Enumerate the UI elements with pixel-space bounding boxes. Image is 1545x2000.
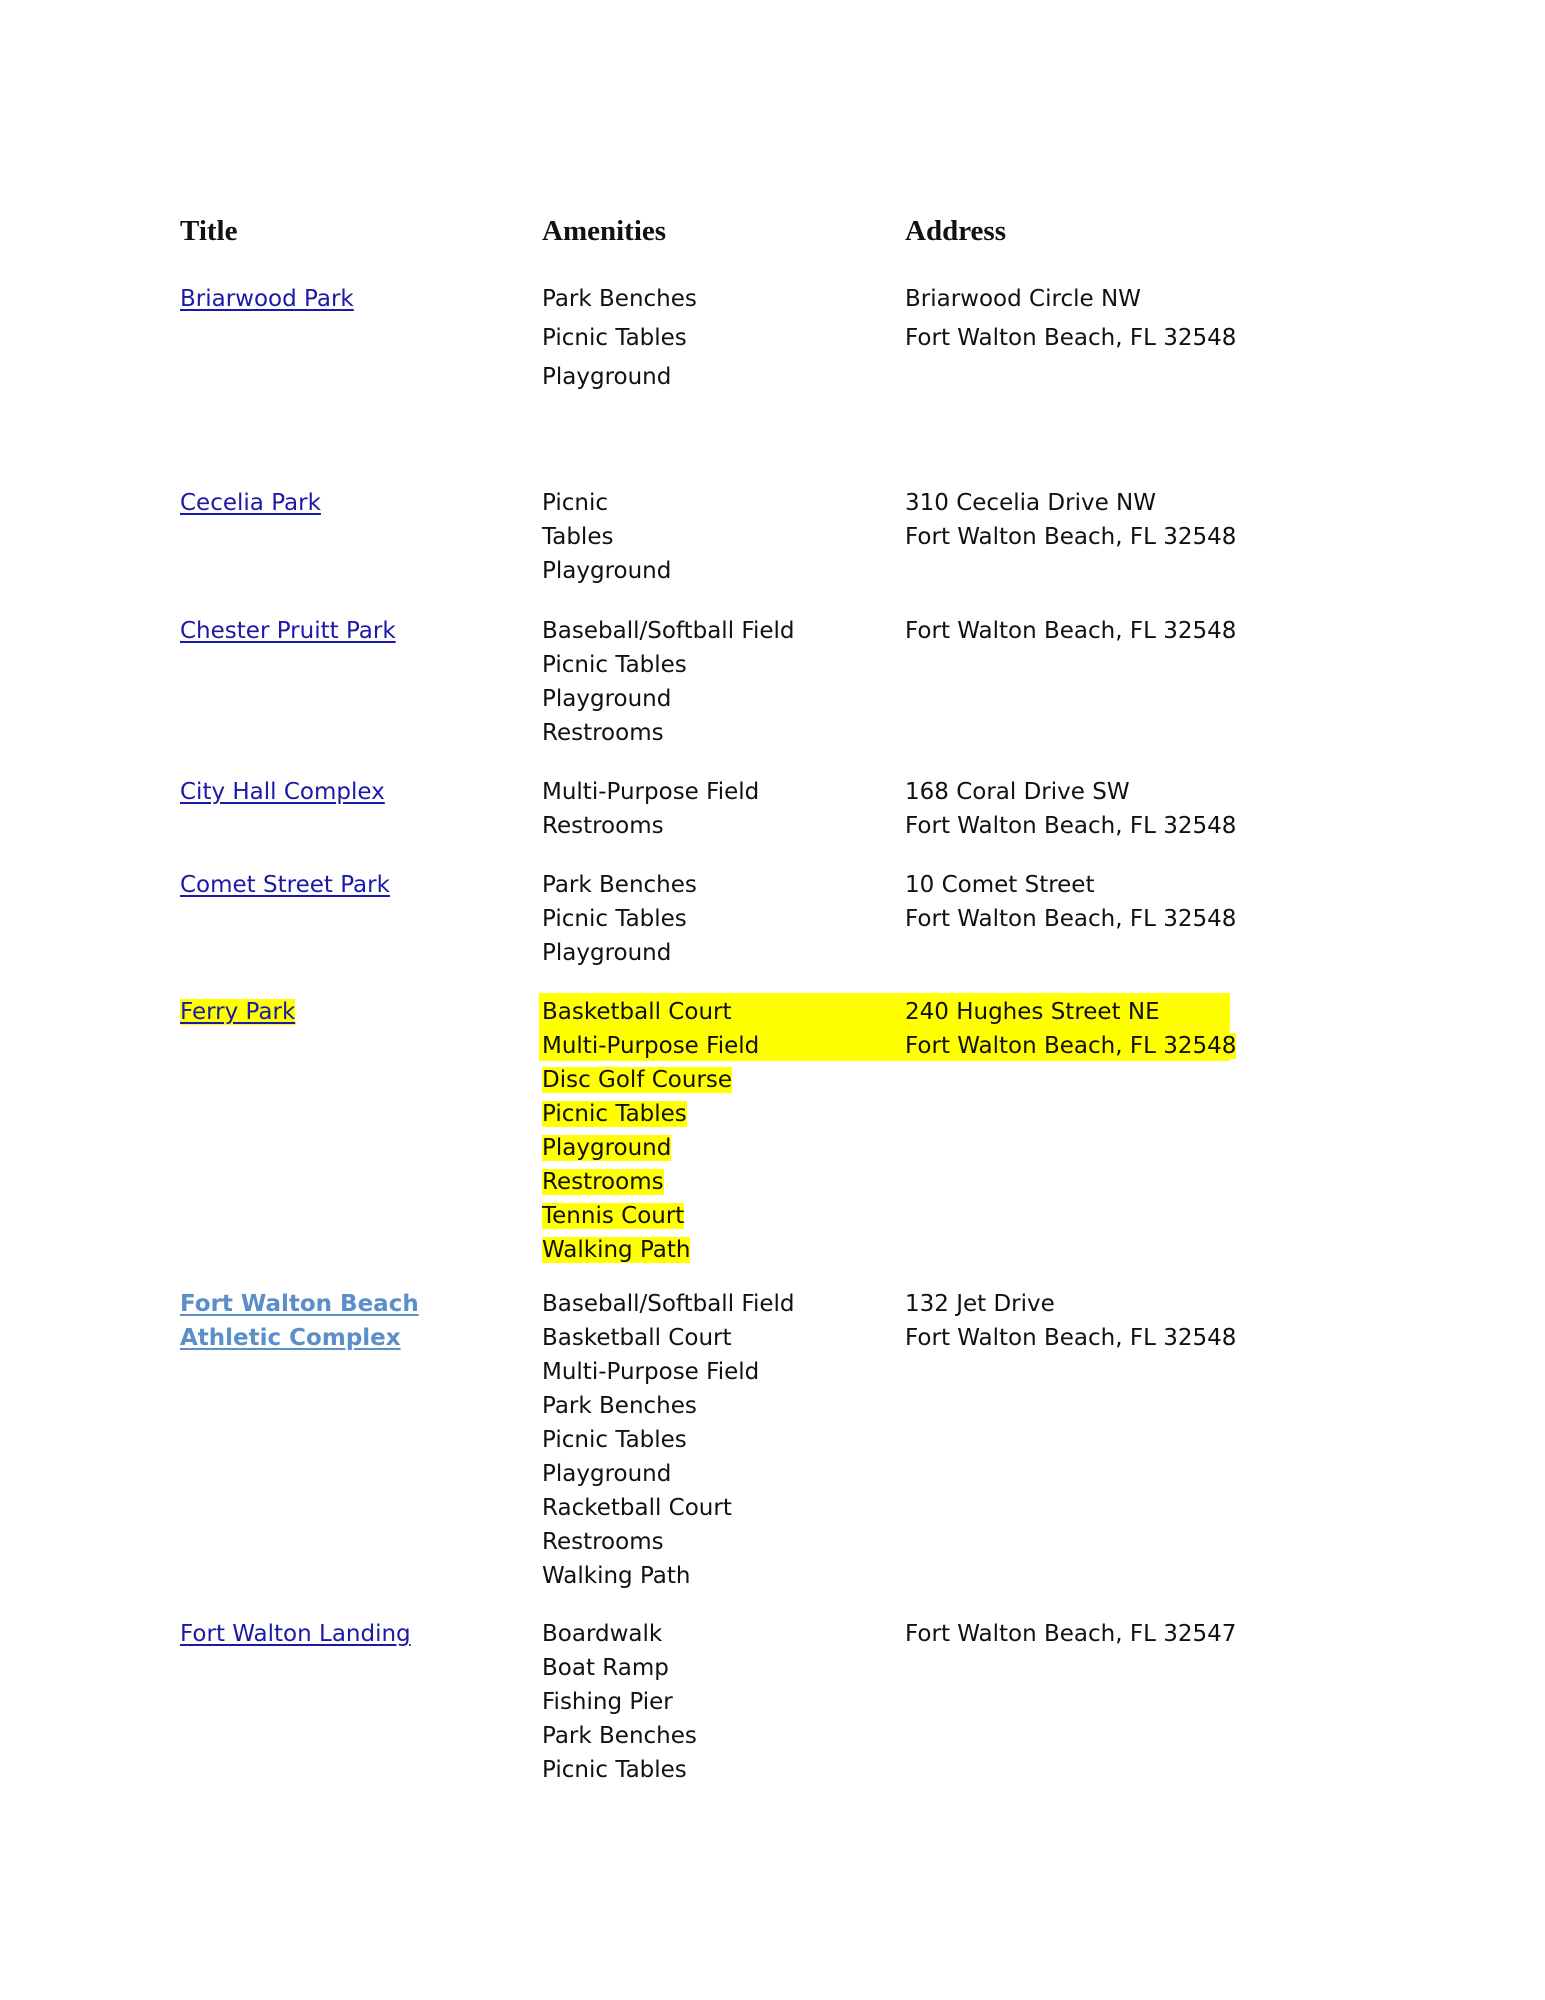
- address-line: Fort Walton Beach, FL 32548: [905, 813, 1237, 839]
- address-line: Briarwood Circle NW: [905, 286, 1141, 312]
- amenity-item: Park Benches: [542, 1723, 697, 1749]
- address-line: 240 Hughes Street NE: [905, 999, 1160, 1025]
- amenities-cell: [542, 1287, 882, 1593]
- address-line: Fort Walton Beach, FL 32548: [905, 524, 1237, 550]
- amenity-item: Multi-Purpose Field: [542, 1359, 760, 1385]
- amenity-item: Baseball/Softball Field: [542, 618, 795, 644]
- amenity-item: Tennis Court: [542, 1203, 685, 1229]
- amenities-cell: [542, 486, 882, 588]
- amenities-cell: [542, 868, 882, 970]
- amenity-item: Picnic Tables: [542, 1427, 687, 1453]
- amenity-item: Playground: [542, 686, 672, 712]
- address-line: 10 Comet Street: [905, 872, 1095, 898]
- amenities-cell: [542, 1617, 882, 1787]
- amenities-cell: [542, 614, 882, 750]
- address-cell: [905, 280, 1425, 358]
- address-cell: [905, 614, 1425, 648]
- amenity-item: Picnic Tables: [542, 1757, 687, 1783]
- amenity-item: Basketball Court: [542, 999, 732, 1025]
- amenity-item: Park Benches: [542, 286, 697, 312]
- header-title: Title: [180, 215, 238, 247]
- address-line: Fort Walton Beach, FL 32548: [905, 618, 1237, 644]
- address-cell: [905, 868, 1425, 936]
- address-cell: [905, 775, 1425, 843]
- header-amenities: Amenities: [542, 215, 667, 247]
- address-line: Fort Walton Beach, FL 32548: [905, 325, 1237, 351]
- amenity-item: Playground: [542, 1461, 672, 1487]
- amenities-cell: [542, 775, 882, 843]
- park-title-cell: [180, 614, 500, 648]
- address-line: 168 Coral Drive SW: [905, 779, 1130, 805]
- address-cell: [905, 1617, 1425, 1651]
- park-title-cell: [180, 995, 500, 1029]
- amenity-item: Walking Path: [542, 1563, 691, 1589]
- address-line: 132 Jet Drive: [905, 1291, 1055, 1317]
- amenity-item: Playground: [542, 558, 672, 584]
- amenity-item: Boat Ramp: [542, 1655, 669, 1681]
- park-title-cell: [180, 1617, 500, 1651]
- park-link-chester-pruitt[interactable]: Chester Pruitt Park: [180, 618, 396, 644]
- park-link-city-hall[interactable]: City Hall Complex: [180, 779, 385, 805]
- amenity-item: Tables: [542, 524, 614, 550]
- amenity-item: Playground: [542, 1135, 672, 1161]
- amenity-item: Park Benches: [542, 872, 697, 898]
- amenity-item: Picnic Tables: [542, 325, 687, 351]
- amenity-item: Boardwalk: [542, 1621, 663, 1647]
- amenity-item: Restrooms: [542, 720, 664, 746]
- park-title-cell: [180, 1287, 500, 1355]
- park-link-athletic-complex-line1[interactable]: Fort Walton Beach: [180, 1291, 419, 1317]
- address-cell: [905, 486, 1425, 554]
- amenity-item: Multi-Purpose Field: [542, 1033, 760, 1059]
- amenity-item: Picnic Tables: [542, 906, 687, 932]
- park-link-briarwood[interactable]: Briarwood Park: [180, 286, 354, 312]
- address-cell: [905, 1287, 1425, 1355]
- amenity-item: Disc Golf Course: [542, 1067, 733, 1093]
- amenity-item: Park Benches: [542, 1393, 697, 1419]
- amenity-item: Playground: [542, 940, 672, 966]
- park-link-cecelia[interactable]: Cecelia Park: [180, 490, 321, 516]
- address-line: Fort Walton Beach, FL 32547: [905, 1621, 1237, 1647]
- amenity-item: Multi-Purpose Field: [542, 779, 760, 805]
- amenity-item: Restrooms: [542, 813, 664, 839]
- address-line: Fort Walton Beach, FL 32548: [905, 1325, 1237, 1351]
- address-line: 310 Cecelia Drive NW: [905, 490, 1156, 516]
- amenity-item: Picnic Tables: [542, 652, 687, 678]
- amenity-item: Picnic Tables: [542, 1101, 687, 1127]
- amenity-item: Basketball Court: [542, 1325, 732, 1351]
- amenity-item: Restrooms: [542, 1529, 664, 1555]
- amenity-item: Walking Path: [542, 1237, 691, 1263]
- address-cell: [905, 995, 1425, 1063]
- amenity-item: Baseball/Softball Field: [542, 1291, 795, 1317]
- amenity-item: Playground: [542, 364, 672, 390]
- park-title-cell: [180, 868, 500, 902]
- amenities-cell: [542, 280, 882, 397]
- amenity-item: Fishing Pier: [542, 1689, 673, 1715]
- amenity-item: Racketball Court: [542, 1495, 732, 1521]
- park-title-cell: [180, 280, 500, 319]
- address-line: Fort Walton Beach, FL 32548: [905, 906, 1237, 932]
- park-link-athletic-complex-line2[interactable]: Athletic Complex: [180, 1325, 401, 1351]
- park-link-fort-walton-landing[interactable]: Fort Walton Landing: [180, 1621, 411, 1647]
- park-title-cell: [180, 486, 500, 520]
- amenities-cell: [542, 995, 882, 1267]
- park-link-comet-street[interactable]: Comet Street Park: [180, 872, 390, 898]
- amenity-item: Restrooms: [542, 1169, 664, 1195]
- header-address: Address: [905, 215, 1006, 247]
- park-link-ferry[interactable]: Ferry Park: [180, 999, 296, 1025]
- address-line: Fort Walton Beach, FL 32548: [905, 1033, 1237, 1059]
- amenity-item: Picnic: [542, 490, 609, 516]
- park-title-cell: [180, 775, 500, 809]
